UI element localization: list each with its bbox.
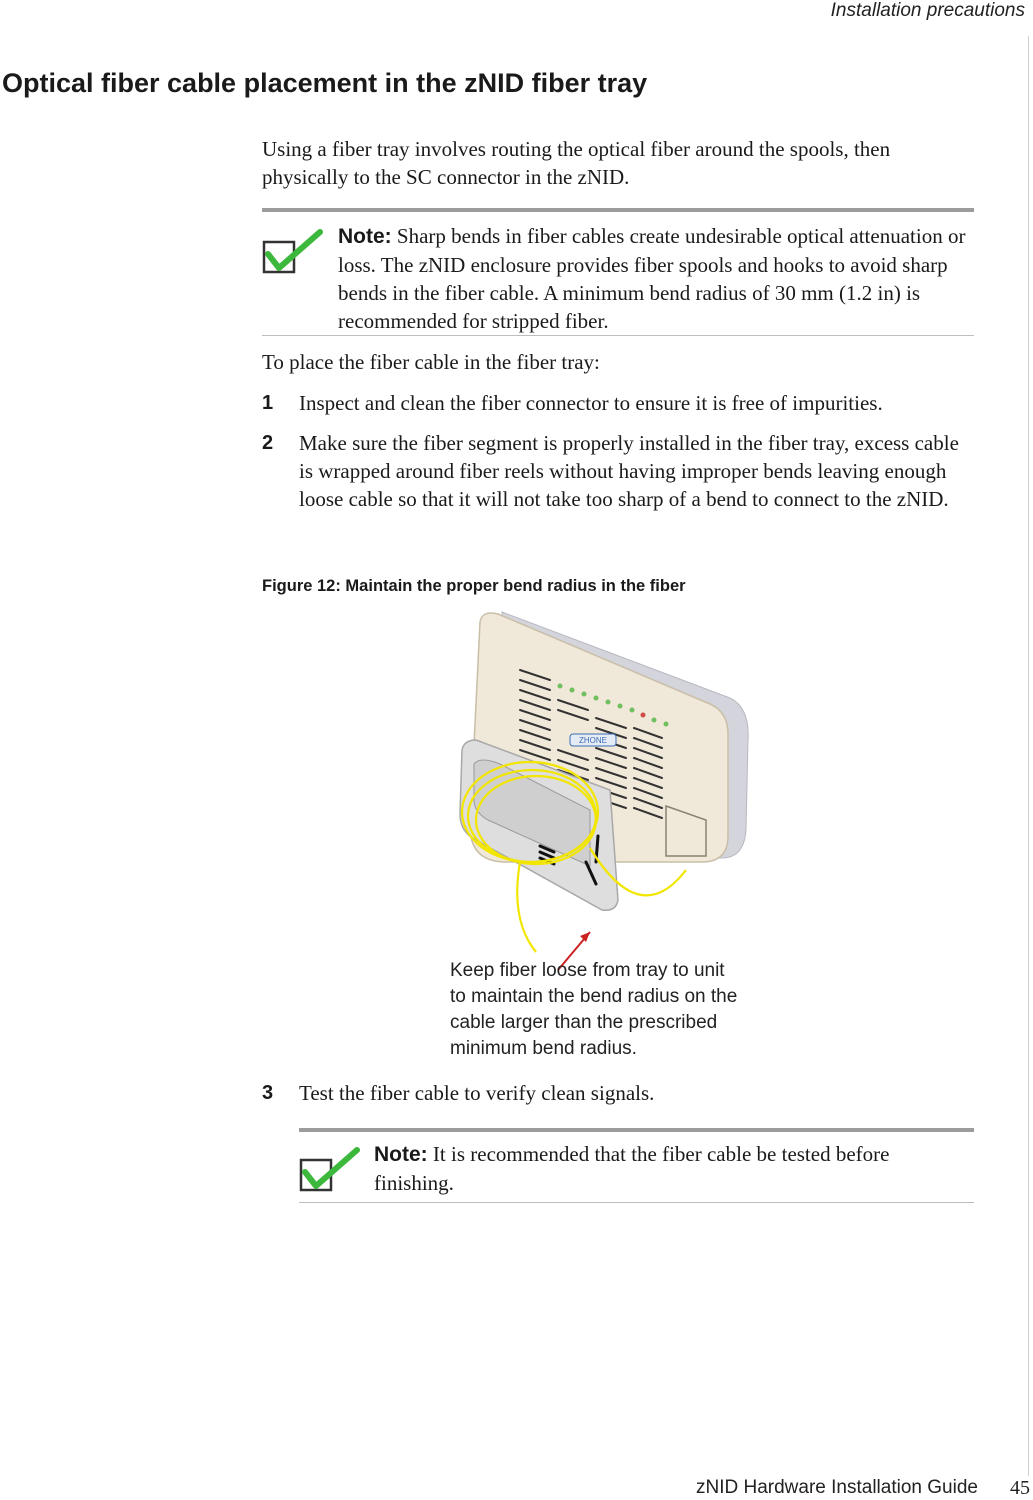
note-box-test-cable [299, 1128, 974, 1203]
running-header: Installation precautions [830, 0, 1025, 21]
figure-annotation-line: minimum bend radius. [450, 1038, 637, 1059]
note-body: It is recommended that the fiber cable be tested before finishing. [374, 1142, 890, 1195]
step-number: 3 [262, 1082, 274, 1104]
section-heading: Optical fiber cable placement in the zNID fiber tray [2, 68, 648, 98]
figure-annotation-line: cable larger than the prescribed [450, 1012, 718, 1033]
figure-annotation-line: Keep fiber loose from tray to unit [450, 960, 725, 981]
note-label: Note: [374, 1143, 428, 1166]
figure-annotation-line: to maintain the bend radius on the [450, 986, 738, 1007]
step-number: 1 [262, 392, 274, 414]
step-number: 2 [262, 432, 274, 454]
note-text [338, 222, 974, 335]
step-text: Inspect and clean the fiber connector to ensure it is free of impurities. [299, 391, 883, 415]
page-edge-rule [1028, 36, 1029, 1476]
footer-page-number: 45 [1010, 1477, 1030, 1499]
note-box-bend-radius [262, 208, 974, 336]
figure-caption: Figure 12: Maintain the proper bend radius in the fiber [262, 577, 686, 595]
step-text: Make sure the fiber segment is properly installed in the fiber tray, excess cable is wrapped around fiber reels without having improper bends leaving enough loose cable so that it will not take too sharp of a bend to connect to the zNID. [299, 431, 959, 511]
note-text [374, 1140, 974, 1197]
note-body: Sharp bends in fiber cables create undesirable optical attenuation or loss. The zNID enclosure provides fiber spools and hooks to avoid sharp bends in the fiber cable. A minimum bend radius of 30 mm (1.2 in) is recommended for stripped fiber. [338, 224, 966, 333]
checkmark-icon [299, 1146, 361, 1194]
checkmark-icon [262, 228, 324, 276]
intro-paragraph: Using a fiber tray involves routing the optical fiber around the spools, then physically to the SC connector in the zNID. [262, 137, 891, 189]
lead-in-text: To place the fiber cable in the fiber tray: [262, 350, 600, 374]
footer-guide-title: zNID Hardware Installation Guide [696, 1477, 978, 1498]
note-label: Note: [338, 225, 392, 248]
step-text: Test the fiber cable to verify clean signals. [299, 1081, 655, 1105]
brand-logo-text: ZHONE [579, 736, 607, 745]
alarm-led [641, 713, 646, 718]
